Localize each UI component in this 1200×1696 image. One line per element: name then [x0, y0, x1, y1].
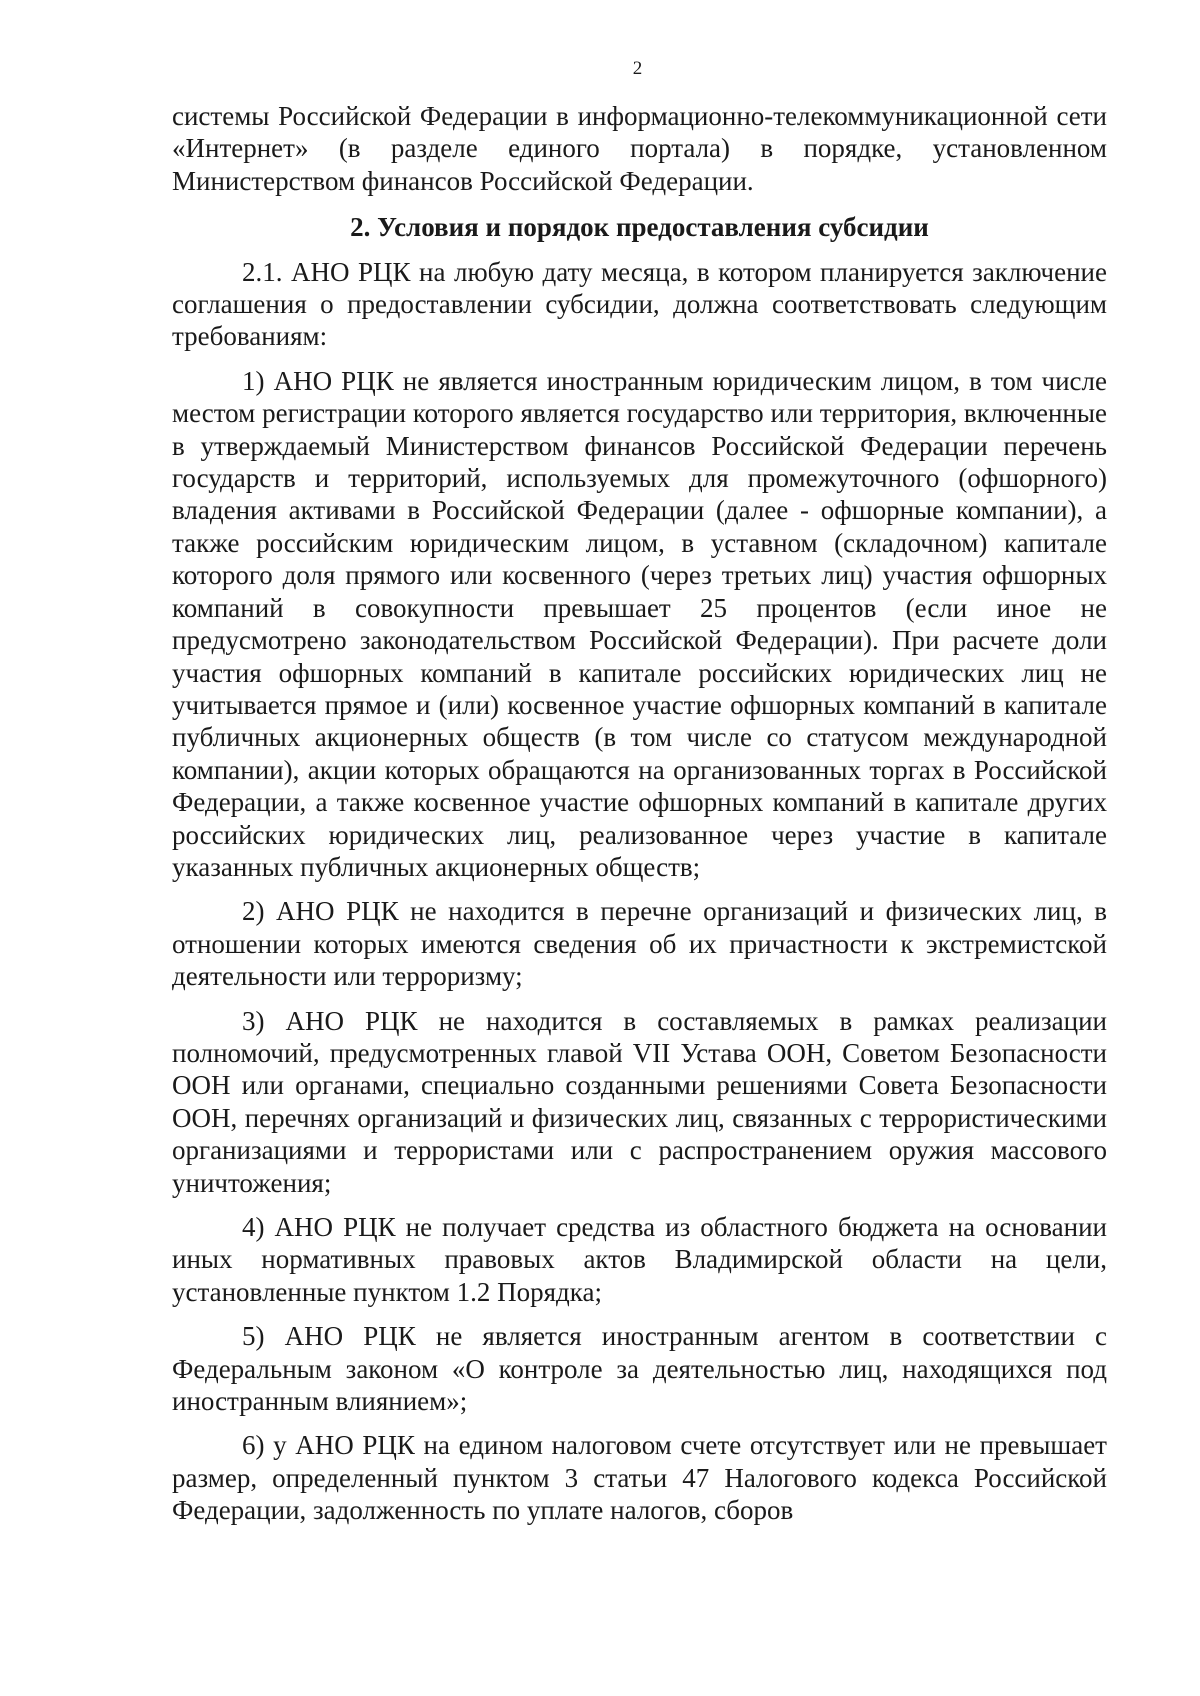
document-body	[172, 100, 1107, 1527]
paragraph-2-1: 2.1. АНО РЦК на любую дату месяца, в котором планируется заключение соглашения о предоставлении субсидии, должна соответствовать следующим требованиям:	[172, 256, 1107, 352]
section-heading: 2. Условия и порядок предоставления субсидии	[350, 212, 929, 243]
paragraph-item-4: 4) АНО РЦК не получает средства из областного бюджета на основании иных нормативных правовых актов Владимирской области на цели, установленные пунктом 1.2 Порядка;	[172, 1212, 1107, 1307]
intro-paragraph: системы Российской Федерации в информационно-телекоммуникационной сети «Интернет» (в разделе единого портала) в порядке, установленном Министерством финансов Российской Федерации.	[172, 101, 1107, 196]
paragraph-item-1: 1) АНО РЦК не является иностранным юридическим лицом, в том числе местом регистрации которого является государство или территория, включенные в утверждаемый Министерством финансов Российской Федерации перечень государств и территорий, используемых для промежуточного (офшорного) владения активами в Российской Федерации (далее - офшорные компании), а также российским юридическим лицом, в уставном (складочном) капитале которого доля прямого или косвенного (через третьих лиц) участия офшорных компаний в совокупности превышает 25 процентов (если иное не предусмотрено законодательством Российской Федерации). При расчете доли участия офшорных компаний в капитале российских юридических лиц не учитывается прямое и (или) косвенное участие офшорных компаний в капитале публичных акционерных обществ (в том числе со статусом международной компании), акции которых обращаются на организованных торгах в Российской Федерации, а также косвенное участие офшорных компаний в капитале других российских юридических лиц, реализованное через участие в капитале указанных публичных акционерных обществ;	[172, 365, 1107, 882]
paragraph-item-5: 5) АНО РЦК не является иностранным агентом в соответствии с Федеральным законом «О контроле за деятельностью лиц, находящихся под иностранным влиянием»;	[172, 1321, 1107, 1417]
paragraph-item-3: 3) АНО РЦК не находится в составляемых в рамках реализации полномочий, предусмотренных главой VII Устава ООН, Советом Безопасности ООН или органами, специально созданными решениями Совета Безопасности ООН, перечнях организаций и физических лиц, связанных с террористическими организациями и террористами или с распространением оружия массового уничтожения;	[172, 1005, 1107, 1198]
page-number: 2	[632, 58, 643, 79]
paragraph-item-2: 2) АНО РЦК не находится в перечне организаций и физических лиц, в отношении которых имеются сведения об их причастности к экстремистской деятельности или терроризму;	[172, 896, 1107, 992]
paragraph-item-6: 6) у АНО РЦК на едином налоговом счете отсутствует или не превышает размер, определенный пунктом 3 статьи 47 Налогового кодекса Российской Федерации, задолженность по уплате налогов, сборов	[172, 1430, 1107, 1526]
